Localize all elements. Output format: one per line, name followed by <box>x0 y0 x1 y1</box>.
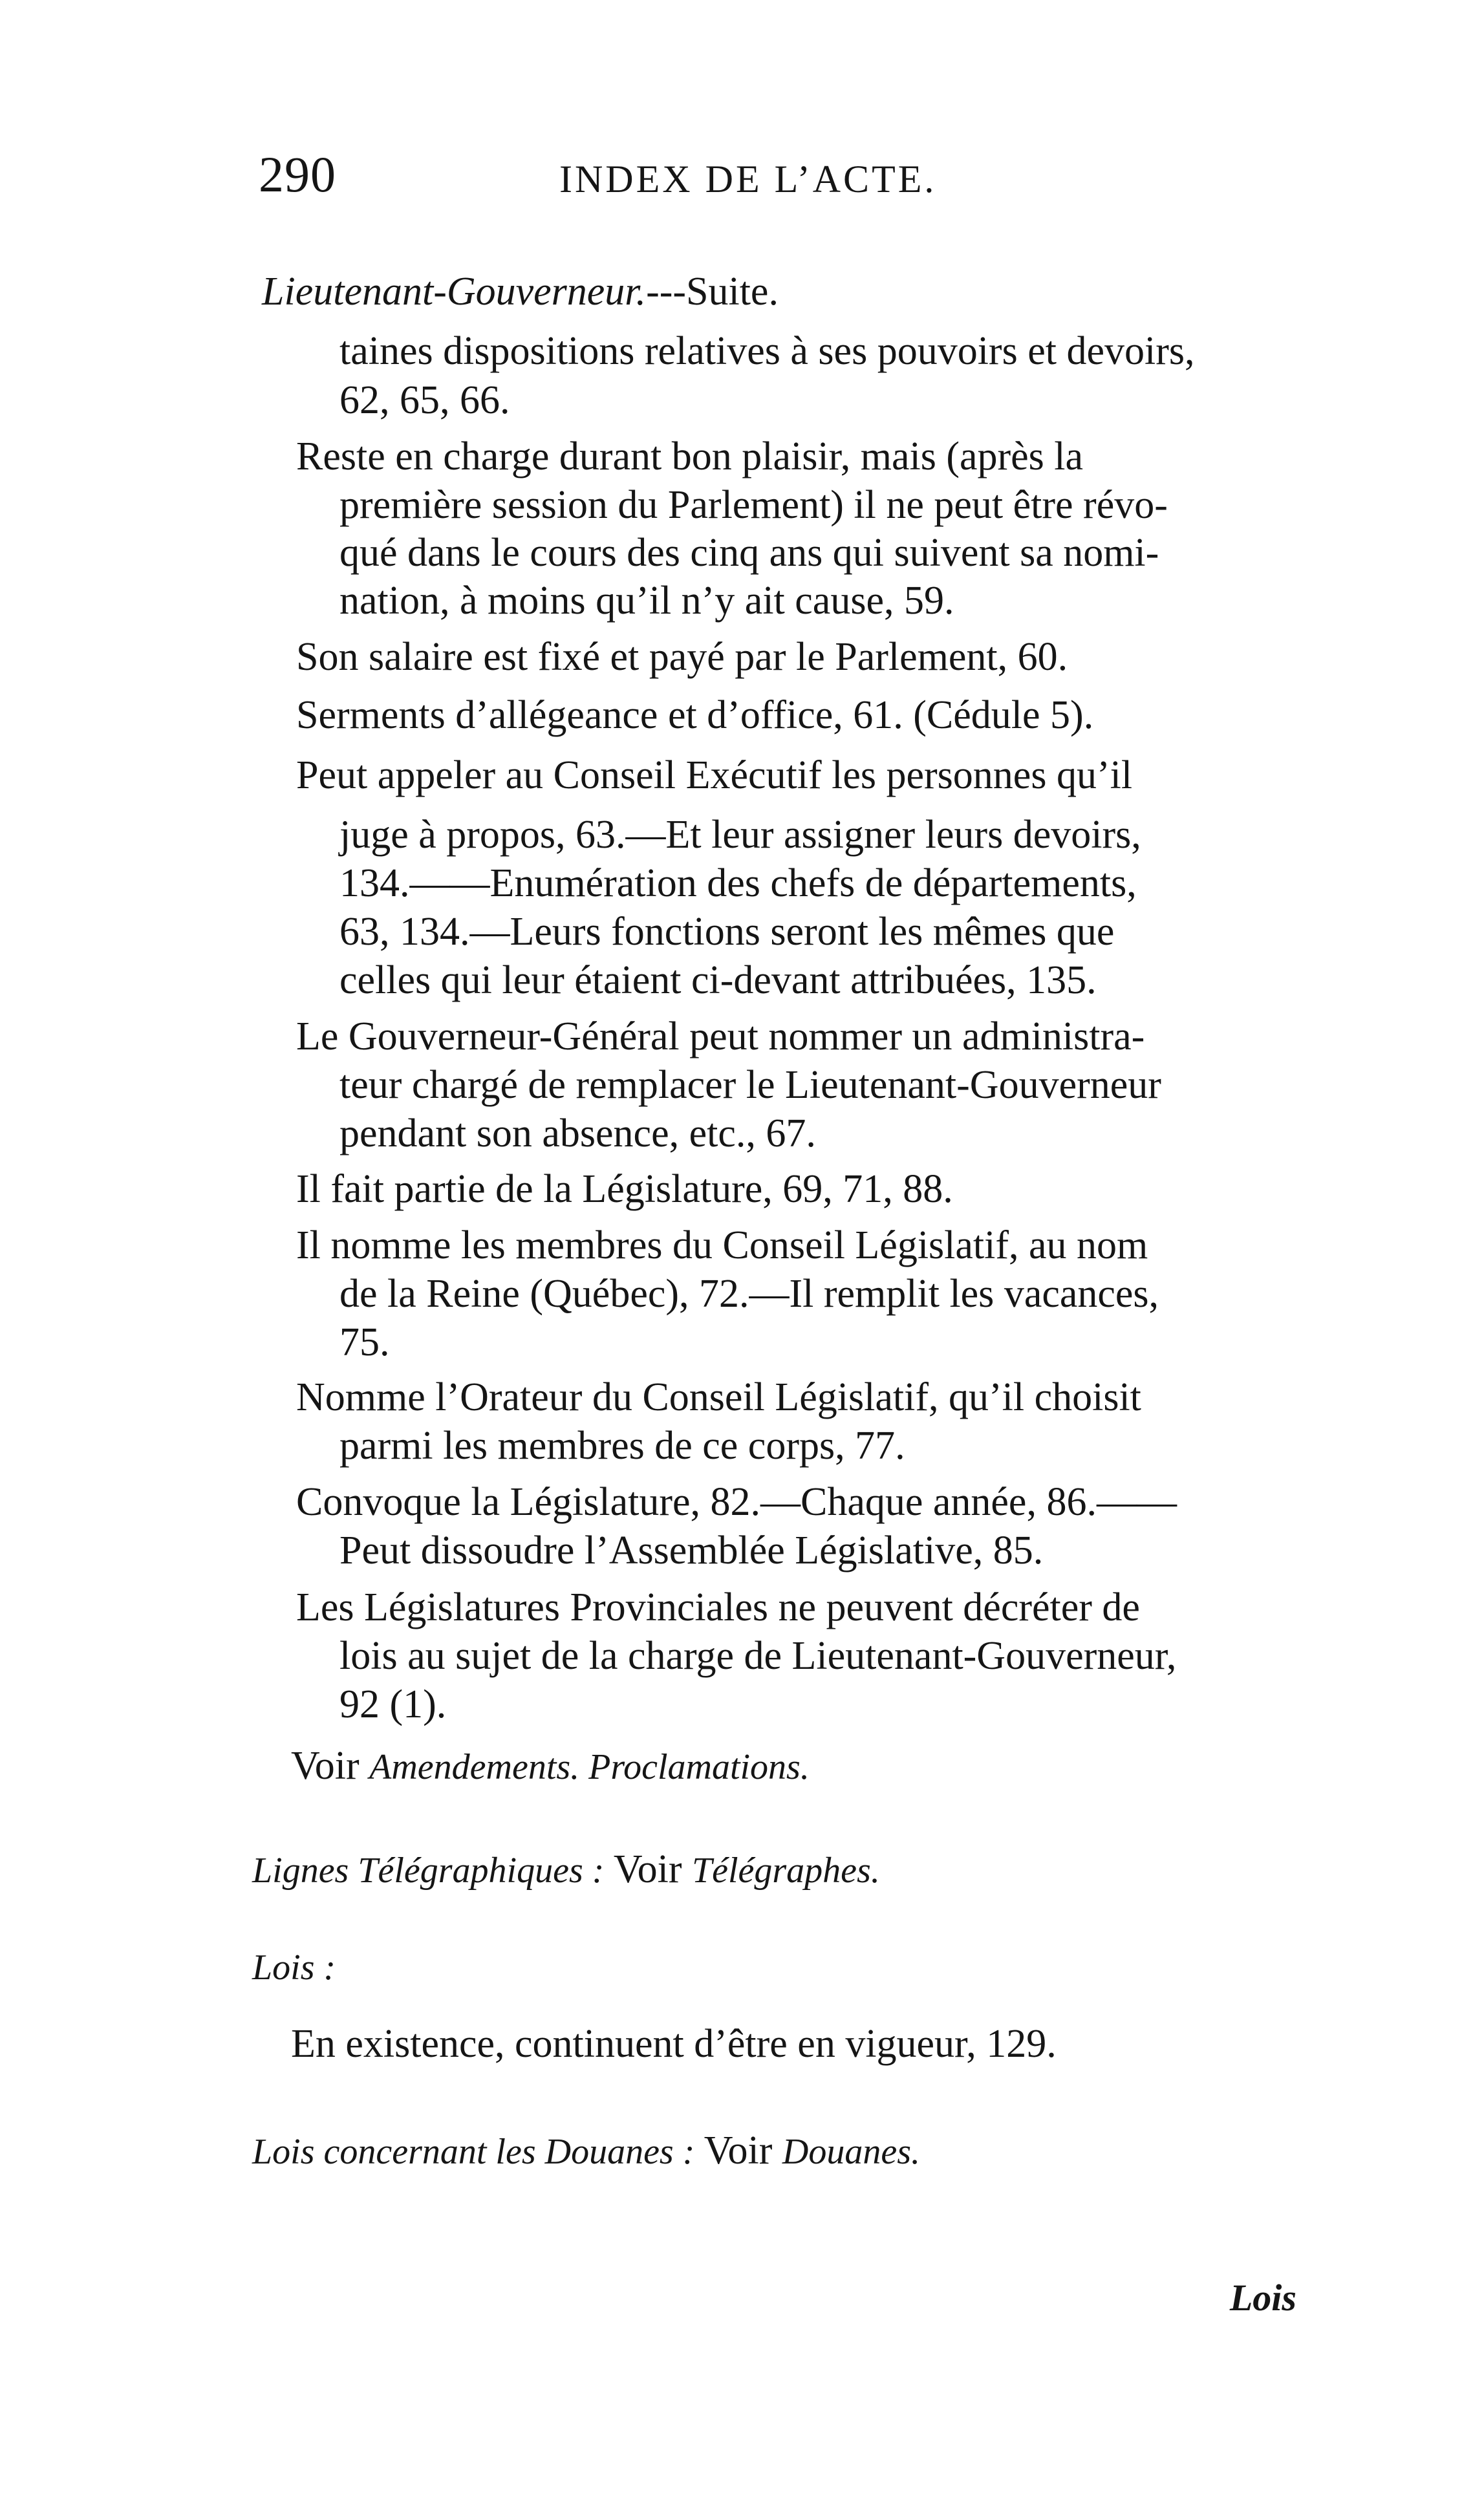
page-number: 290 <box>259 146 336 202</box>
index-line: parmi les membres de ce corps, 77. <box>339 1424 905 1468</box>
index-line: 92 (1). <box>339 1682 447 1726</box>
index-line: celles qui leur étaient ci-devant attribuées, 135. <box>339 958 1097 1002</box>
index-line: En existence, continuent d’être en vigueur, 129. <box>291 2022 1057 2066</box>
voir-reference: Douanes. <box>782 2132 920 2172</box>
index-line: Convoque la Législature, 82.—Chaque année, 86.—— <box>296 1480 1177 1524</box>
running-head: INDEX DE L’ACTE. <box>559 158 937 200</box>
voir-reference: Télégraphes. <box>691 1851 880 1891</box>
index-line: qué dans le cours des cinq ans qui suivent sa nomi- <box>339 531 1159 575</box>
index-line: juge à propos, 63.—Et leur assigner leurs devoirs, <box>339 813 1141 857</box>
heading-italic: Lois : <box>252 1948 336 1988</box>
voir-label: Voir <box>291 1744 360 1788</box>
index-line: pendant son absence, etc., 67. <box>339 1111 816 1155</box>
heading-italic: Lois concernant les Douanes : <box>252 2132 695 2172</box>
index-line: Peut dissoudre l’Assemblée Législative, 85. <box>339 1529 1044 1573</box>
index-line: Le Gouverneur-Général peut nommer un administra- <box>296 1014 1145 1058</box>
index-line: 75. <box>339 1320 390 1364</box>
index-line: 63, 134.—Leurs fonctions seront les mêmes que <box>339 910 1115 954</box>
index-line: Peut appeler au Conseil Exécutif les personnes qu’il <box>296 753 1133 797</box>
index-line: lois au sujet de la charge de Lieutenant-Gouverneur, <box>339 1634 1177 1678</box>
index-line: Il nomme les membres du Conseil Législatif, au nom <box>296 1223 1148 1267</box>
entry-heading-lignes <box>252 1849 880 1889</box>
index-line: Il fait partie de la Législature, 69, 71, 88. <box>296 1167 953 1211</box>
entry-heading-lois-douanes <box>252 2131 920 2171</box>
page-header <box>259 145 1293 223</box>
catchword: Lois <box>1229 2277 1296 2319</box>
index-line: teur chargé de remplacer le Lieutenant-Gouverneur <box>339 1063 1161 1107</box>
index-line: taines dispositions relatives à ses pouvoirs et devoirs, <box>339 329 1195 373</box>
entry-heading-lieutenant <box>262 272 779 312</box>
heading-italic: Lignes Télégraphiques : <box>252 1851 605 1891</box>
index-line: Nomme l’Orateur du Conseil Législatif, qu’il choisit <box>296 1375 1141 1419</box>
voir-line-lieutenant <box>291 1746 810 1786</box>
index-line: Les Législatures Provinciales ne peuvent décréter de <box>296 1585 1140 1629</box>
heading-suffix: ---Suite. <box>646 270 779 314</box>
index-line: Son salaire est fixé et payé par le Parlement, 60. <box>296 635 1068 679</box>
index-line: première session du Parlement) il ne peut être révo- <box>339 483 1168 527</box>
voir-references: Amendements. Proclamations. <box>369 1747 810 1787</box>
index-line: nation, à moins qu’il n’y ait cause, 59. <box>339 579 954 623</box>
heading-italic: Lieutenant-Gouverneur. <box>262 270 647 314</box>
index-line: 134.——Enumération des chefs de départements, <box>339 861 1137 905</box>
index-line: Serments d’allégeance et d’office, 61. (Cédule 5). <box>296 693 1094 737</box>
index-line: de la Reine (Québec), 72.—Il remplit les vacances, <box>339 1272 1159 1316</box>
voir-label: Voir <box>613 1847 682 1891</box>
index-line: 62, 65, 66. <box>339 378 510 422</box>
voir-label: Voir <box>704 2129 773 2173</box>
entry-heading-lois <box>252 1946 336 1986</box>
index-line: Reste en charge durant bon plaisir, mais (après la <box>296 435 1084 478</box>
